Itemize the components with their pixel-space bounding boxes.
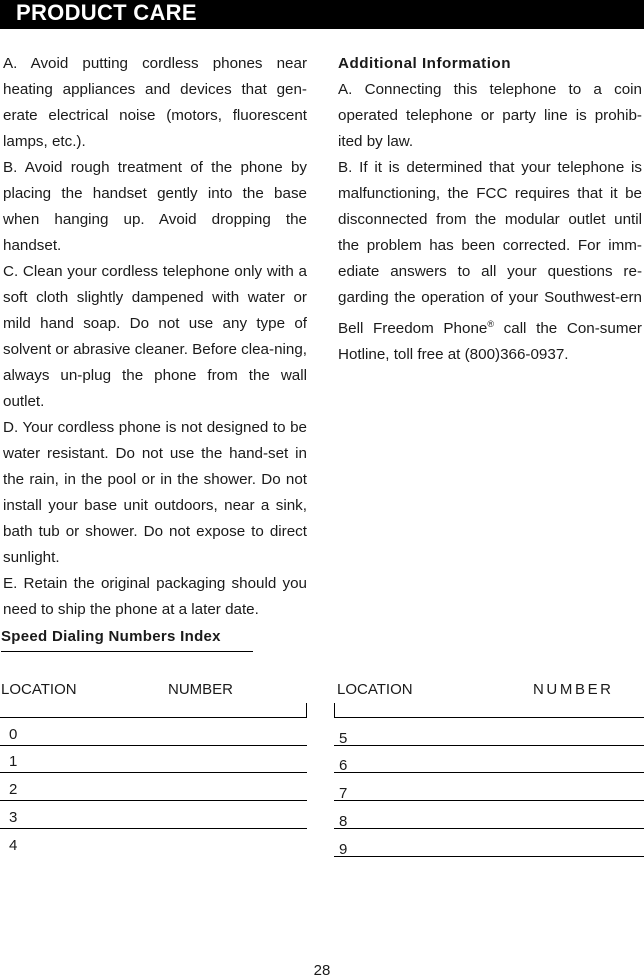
care-item-e: E. Retain the original packaging should you need to ship the phone at a later date. [3,575,307,618]
speed-dial-row-0[interactable] [0,717,307,746]
location-value: 9 [339,841,348,858]
info-item-b [338,155,642,368]
speed-dial-row-7[interactable] [334,773,644,801]
care-item-a: A. Avoid putting cordless phones near heating appliances and devices that gen-erate electrical noise (motors, fluorescent lamps, etc.). [3,55,307,150]
info-item-b-end: call the Con-sumer Hotline, toll free at (800)366-0937. [338,320,642,364]
additional-info-column [338,51,642,368]
location-value: 2 [9,781,18,798]
location-value: 0 [9,726,18,743]
column-divider-right [334,703,335,717]
location-value: 5 [339,730,348,747]
care-item-c: C. Clean your cordless telephone only with a soft cloth slightly dampened with water or mild hand soap. Do not use any type of solvent or abrasive cleaner. Before clea-ning, always un-plug the phone from the wall outlet. [3,263,307,410]
number-header-left: NUMBER [168,681,234,698]
page-number: 28 [313,962,331,979]
product-care-column [3,51,307,623]
additional-info-heading: Additional Information [338,55,511,72]
location-header-right: LOCATION [337,681,413,698]
location-header-left: LOCATION [1,681,77,698]
header-bar [0,0,644,29]
location-value: 7 [339,785,348,802]
care-item-b: B. Avoid rough treatment of the phone by placing the handset gently into the base when hanging up. Avoid dropping the handset. [3,159,307,254]
column-divider-left [306,703,307,717]
location-value: 3 [9,809,18,826]
speed-dial-row-1[interactable] [0,745,307,773]
info-item-a: A. Connecting this telephone to a coin operated telephone or party line is prohib-ited by law. [338,81,642,150]
speed-dial-row-2[interactable] [0,773,307,801]
speed-dial-row-6[interactable] [334,745,644,773]
page-title: PRODUCT CARE [16,0,197,25]
speed-dial-row-5[interactable] [334,717,644,746]
info-item-b-start: B. If it is determined that your telephone is malfunctioning, the FCC requires that it be disconnected from the modular outlet until the problem has been corrected. For imm-ediate answers to all your questions re-garding the operation of your Southwest-ern Bell Freedom Phone [338,159,642,338]
location-value: 8 [339,813,348,830]
speed-dial-row-3[interactable] [0,801,307,829]
location-value: 6 [339,757,348,774]
speed-dial-title: Speed Dialing Numbers Index [1,628,253,652]
speed-dial-row-4[interactable] [0,829,307,856]
speed-dial-row-8[interactable] [334,801,644,829]
speed-dial-row-9[interactable] [334,829,644,857]
location-value: 1 [9,753,18,770]
number-header-right: NUMBER [533,681,614,698]
location-value: 4 [9,837,18,854]
care-item-d: D. Your cordless phone is not designed to be water resistant. Do not use the hand-set in the rain, in the pool or in the shower. Do not install your base unit outdoors, near a sink, bath tub or shower. Do not expose to direct sunlight. [3,419,307,566]
registered-mark: ® [487,319,494,329]
